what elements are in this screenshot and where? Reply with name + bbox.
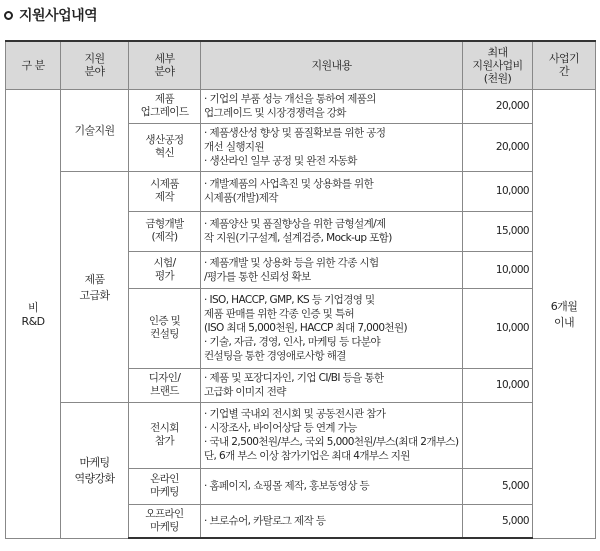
sub-area: 디자인/ 브랜드 xyxy=(129,368,201,402)
content-cell: · 제품개발 및 상용화 등을 위한 각종 시험 /평가를 통한 신뢰성 확보 xyxy=(201,251,463,288)
content-cell: · 개발제품의 사업촉진 및 상용화를 위한 시제품(개발)제작 xyxy=(201,171,463,211)
sub-area: 제품 업그레이드 xyxy=(129,89,201,123)
content-cell: · 기업별 국내외 전시회 및 공동전시관 참가 · 시장조사, 바이어상담 등 연계 가능 · 국내 2,500천원/부스, 국외 5,000천원/부스(최대 2개부스) 단, 6개 부스 이상 참가기업은 최대 4개부스 지원 xyxy=(201,402,463,468)
sub-area: 온라인 마케팅 xyxy=(129,468,201,504)
group-name: 제품 고급화 xyxy=(61,171,129,402)
header-row xyxy=(6,41,596,89)
sub-area: 오프라인 마케팅 xyxy=(129,504,201,538)
header-area: 지원 분야 xyxy=(61,41,129,89)
content-cell: · 제품 및 포장디자인, 기업 CI/BI 등을 통한 고급화 이미지 전략 xyxy=(201,368,463,402)
sub-area: 전시회 참가 xyxy=(129,402,201,468)
sub-area: 생산공정 혁신 xyxy=(129,123,201,171)
sub-area: 인증 및 컨설팅 xyxy=(129,288,201,368)
content-cell: · 브로슈어, 카탈로그 제작 등 xyxy=(201,504,463,538)
content-cell: · 제품생산성 향상 및 품질확보를 위한 공정 개선 실행지원 · 생산라인 일부 공정 및 완전 자동화 xyxy=(201,123,463,171)
section-title-text: 지원사업내역 xyxy=(19,8,98,24)
amount-cell: 10,000 xyxy=(463,171,533,211)
amount-cell: 5,000 xyxy=(463,468,533,504)
category-cell: 비 R&D xyxy=(6,89,61,538)
header-gubun: 구 분 xyxy=(6,41,61,89)
amount-cell: 20,000 xyxy=(463,123,533,171)
content-cell: · 홈페이지, 쇼핑몰 제작, 홍보동영상 등 xyxy=(201,468,463,504)
table-row xyxy=(6,89,596,123)
header-period: 사업기 간 xyxy=(533,41,596,89)
period-cell: 6개월 이내 xyxy=(533,89,596,538)
circle-bullet-icon xyxy=(4,11,13,20)
table-row xyxy=(6,402,596,468)
header-max-amount: 최대 지원사업비 (천원) xyxy=(463,41,533,89)
sub-area: 금형개발 (제작) xyxy=(129,211,201,251)
content-cell: · ISO, HACCP, GMP, KS 등 기업경영 및 제품 판매를 위한 각종 인증 및 특허 (ISO 최대 5,000천원, HACCP 최대 7,000천원) · 기술, 자금, 경영, 인사, 마케팅 등 다분야 컨설팅을 통한 경영애로사항 해결 xyxy=(201,288,463,368)
header-sub-area: 세부 분야 xyxy=(129,41,201,89)
sub-area: 시제품 제작 xyxy=(129,171,201,211)
amount-cell xyxy=(463,402,533,468)
amount-cell: 10,000 xyxy=(463,368,533,402)
header-content: 지원내용 xyxy=(201,41,463,89)
content-cell: · 제품양산 및 품질향상을 위한 금형설계/제 작 지원(기구설계, 설계검증, Mock-up 포함) xyxy=(201,211,463,251)
sub-area: 시험/ 평가 xyxy=(129,251,201,288)
section-title xyxy=(4,4,97,26)
content-cell: · 기업의 부품 성능 개선을 통하여 제품의 업그레이드 및 시장경쟁력을 강화 xyxy=(201,89,463,123)
table-row xyxy=(6,171,596,211)
support-table xyxy=(5,40,596,539)
amount-cell: 20,000 xyxy=(463,89,533,123)
amount-cell: 5,000 xyxy=(463,504,533,538)
group-name: 기술지원 xyxy=(61,89,129,171)
amount-cell: 10,000 xyxy=(463,251,533,288)
amount-cell: 15,000 xyxy=(463,211,533,251)
amount-cell: 10,000 xyxy=(463,288,533,368)
group-name: 마케팅 역량강화 xyxy=(61,402,129,538)
